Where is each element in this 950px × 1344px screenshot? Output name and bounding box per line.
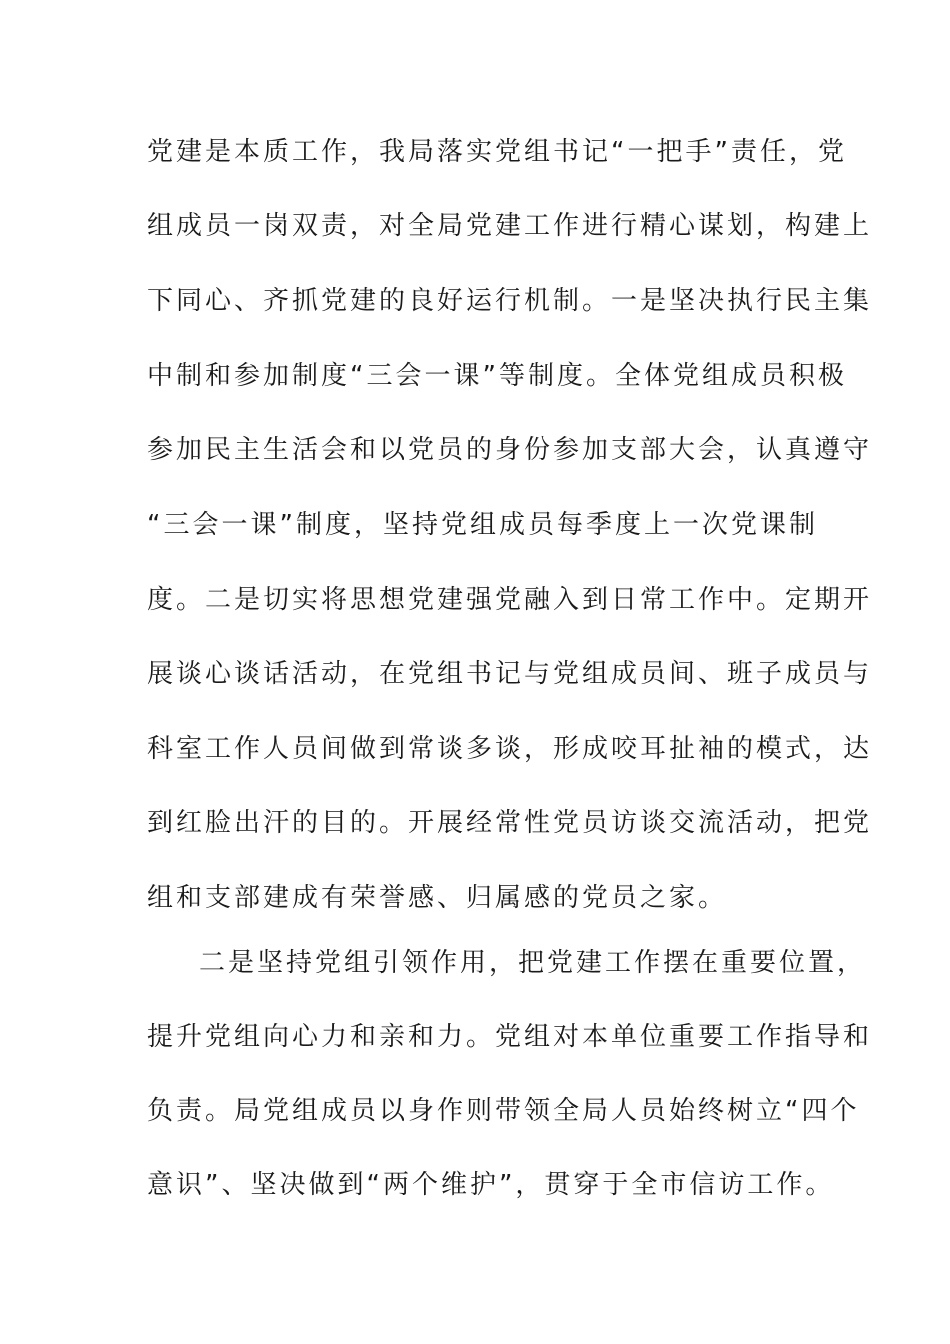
paragraph-start-line: 二是坚持党组引领作用，把党建工作摆在重要位置， bbox=[199, 948, 867, 978]
text-line: 组成员一岗双责，对全局党建工作进行精心谋划，构建上 bbox=[147, 211, 873, 241]
text-line: 提升党组向心力和亲和力。党组对本单位重要工作指导和 bbox=[147, 1022, 873, 1052]
text-line: 展谈心谈话活动，在党组书记与党组成员间、班子成员与 bbox=[147, 659, 873, 689]
text-line: 党建是本质工作，我局落实党组书记“一把手”责任，党 bbox=[147, 137, 847, 167]
text-line: 参加民主生活会和以党员的身份参加支部大会，认真遵守 bbox=[147, 435, 873, 465]
text-line: “三会一课”制度，坚持党组成员每季度上一次党课制 bbox=[147, 510, 818, 540]
text-line: 科室工作人员间做到常谈多谈，形成咬耳扯袖的模式，达 bbox=[147, 734, 873, 764]
text-line: 负责。局党组成员以身作则带领全局人员始终树立“四个 bbox=[147, 1096, 860, 1126]
text-line: 中制和参加制度“三会一课”等制度。全体党组成员积极 bbox=[147, 361, 847, 391]
text-line: 度。二是切实将思想党建强党融入到日常工作中。定期开 bbox=[147, 585, 873, 615]
text-line: 到红脸出汗的目的。开展经常性党员访谈交流活动，把党 bbox=[147, 808, 873, 838]
text-line: 组和支部建成有荣誉感、归属感的党员之家。 bbox=[147, 883, 728, 913]
text-line: 下同心、齐抓党建的良好运行机制。一是坚决执行民主集 bbox=[147, 286, 873, 316]
text-line: 意识”、坚决做到“两个维护”，贯穿于全市信访工作。 bbox=[147, 1170, 835, 1200]
